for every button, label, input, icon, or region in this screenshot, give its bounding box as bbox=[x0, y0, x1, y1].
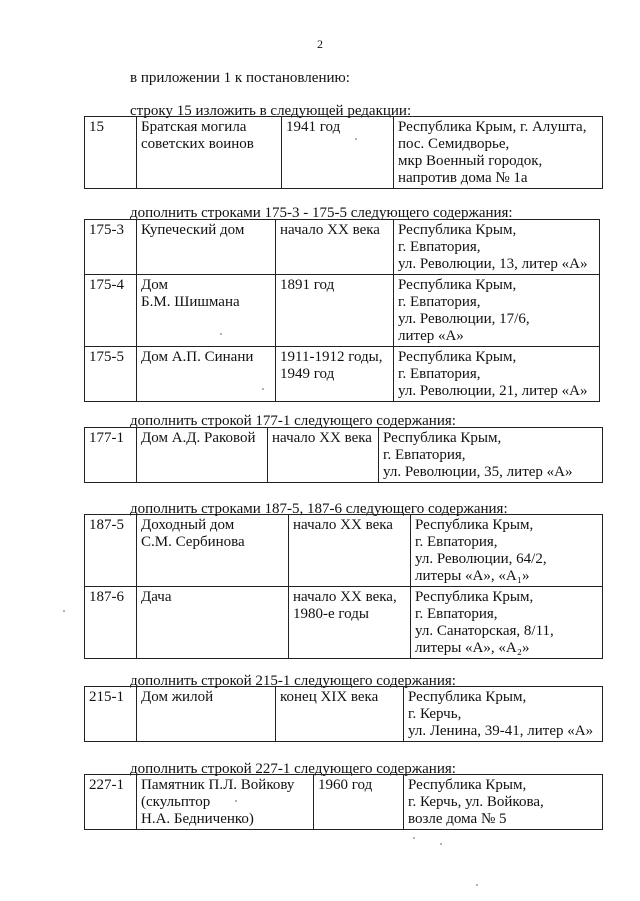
scan-speck bbox=[262, 388, 264, 390]
dating-cell: 1941 год bbox=[282, 117, 394, 189]
row-number-cell: 15 bbox=[85, 117, 137, 189]
object-name-cell: Памятник П.Л. Войкову (скульптор Н.А. Бедниченко) bbox=[137, 775, 314, 830]
monuments-table bbox=[84, 514, 603, 659]
dating-cell: 1911-1912 годы, 1949 год bbox=[276, 347, 394, 402]
row-number-cell: 227-1 bbox=[85, 775, 137, 830]
dating-cell: 1960 год bbox=[314, 775, 404, 830]
dating-cell: начало XX века bbox=[289, 515, 411, 587]
address-cell: Республика Крым, г. Евпатория, ул. Санаторская, 8/11, литеры «А», «А₂» bbox=[411, 587, 603, 659]
section-heading: дополнить строками 187-5, 187-6 следующего содержания: bbox=[130, 501, 508, 517]
section-heading: дополнить строкой 227-1 следующего содержания: bbox=[130, 761, 456, 777]
monuments-table bbox=[84, 686, 603, 742]
object-name-cell: Доходный дом С.М. Сербинова bbox=[137, 515, 289, 587]
address-cell: Республика Крым, г. Евпатория, ул. Революции, 13, литер «А» bbox=[394, 220, 600, 275]
scan-speck bbox=[413, 837, 415, 839]
scan-speck bbox=[440, 843, 442, 845]
address-cell: Республика Крым, г. Керчь, ул. Войкова, возле дома № 5 bbox=[404, 775, 603, 830]
table-row bbox=[85, 515, 603, 587]
section-heading: дополнить строкой 215-1 следующего содержания: bbox=[130, 673, 456, 689]
section-heading: дополнить строкой 177-1 следующего содержания: bbox=[130, 413, 456, 429]
object-name-cell: Дом А.Д. Раковой bbox=[137, 428, 268, 483]
row-number-cell: 175-4 bbox=[85, 275, 137, 347]
monuments-table bbox=[84, 774, 603, 830]
object-name-cell: Дом жилой bbox=[137, 687, 276, 742]
monuments-table bbox=[84, 219, 600, 402]
section-heading: строку 15 изложить в следующей редакции: bbox=[130, 103, 412, 119]
object-name-cell: Дом Б.М. Шишмана bbox=[137, 275, 276, 347]
object-name-cell: Купеческий дом bbox=[137, 220, 276, 275]
row-number-cell: 215-1 bbox=[85, 687, 137, 742]
object-name-cell: Дача bbox=[137, 587, 289, 659]
table-row bbox=[85, 428, 603, 483]
intro-text: в приложении 1 к постановлению: bbox=[130, 70, 350, 86]
page-number: 2 bbox=[317, 37, 323, 51]
table-row bbox=[85, 347, 600, 402]
address-cell: Республика Крым, г. Евпатория, ул. Революции, 21, литер «А» bbox=[394, 347, 600, 402]
scan-speck bbox=[355, 138, 357, 140]
table-row bbox=[85, 587, 603, 659]
row-number-cell: 175-3 bbox=[85, 220, 137, 275]
row-number-cell: 187-5 bbox=[85, 515, 137, 587]
scan-speck bbox=[476, 884, 478, 886]
dating-cell: конец XIX века bbox=[276, 687, 404, 742]
object-name-cell: Дом А.П. Синани bbox=[137, 347, 276, 402]
table-row bbox=[85, 687, 603, 742]
scan-speck bbox=[235, 800, 237, 802]
dating-cell: начало XX века bbox=[276, 220, 394, 275]
dating-cell: начало XX века, 1980-е годы bbox=[289, 587, 411, 659]
address-cell: Республика Крым, г. Алушта, пос. Семидворье, мкр Военный городок, напротив дома № 1а bbox=[394, 117, 603, 189]
monuments-table bbox=[84, 427, 603, 483]
address-cell: Республика Крым, г. Евпатория, ул. Революции, 35, литер «А» bbox=[379, 428, 603, 483]
section-heading: дополнить строками 175-3 - 175-5 следующего содержания: bbox=[130, 205, 513, 221]
scan-speck bbox=[220, 333, 222, 335]
dating-cell: начало XX века bbox=[268, 428, 379, 483]
address-cell: Республика Крым, г. Евпатория, ул. Революции, 64/2, литеры «А», «А₁» bbox=[411, 515, 603, 587]
table-row bbox=[85, 775, 603, 830]
scan-speck bbox=[63, 610, 65, 612]
row-number-cell: 187-6 bbox=[85, 587, 137, 659]
table-row bbox=[85, 220, 600, 275]
row-number-cell: 175-5 bbox=[85, 347, 137, 402]
table-row bbox=[85, 117, 603, 189]
address-cell: Республика Крым, г. Евпатория, ул. Революции, 17/6, литер «А» bbox=[394, 275, 600, 347]
dating-cell: 1891 год bbox=[276, 275, 394, 347]
table-row bbox=[85, 275, 600, 347]
monuments-table bbox=[84, 116, 603, 189]
object-name-cell: Братская могила советских воинов bbox=[137, 117, 282, 189]
row-number-cell: 177-1 bbox=[85, 428, 137, 483]
address-cell: Республика Крым, г. Керчь, ул. Ленина, 39-41, литер «А» bbox=[404, 687, 603, 742]
